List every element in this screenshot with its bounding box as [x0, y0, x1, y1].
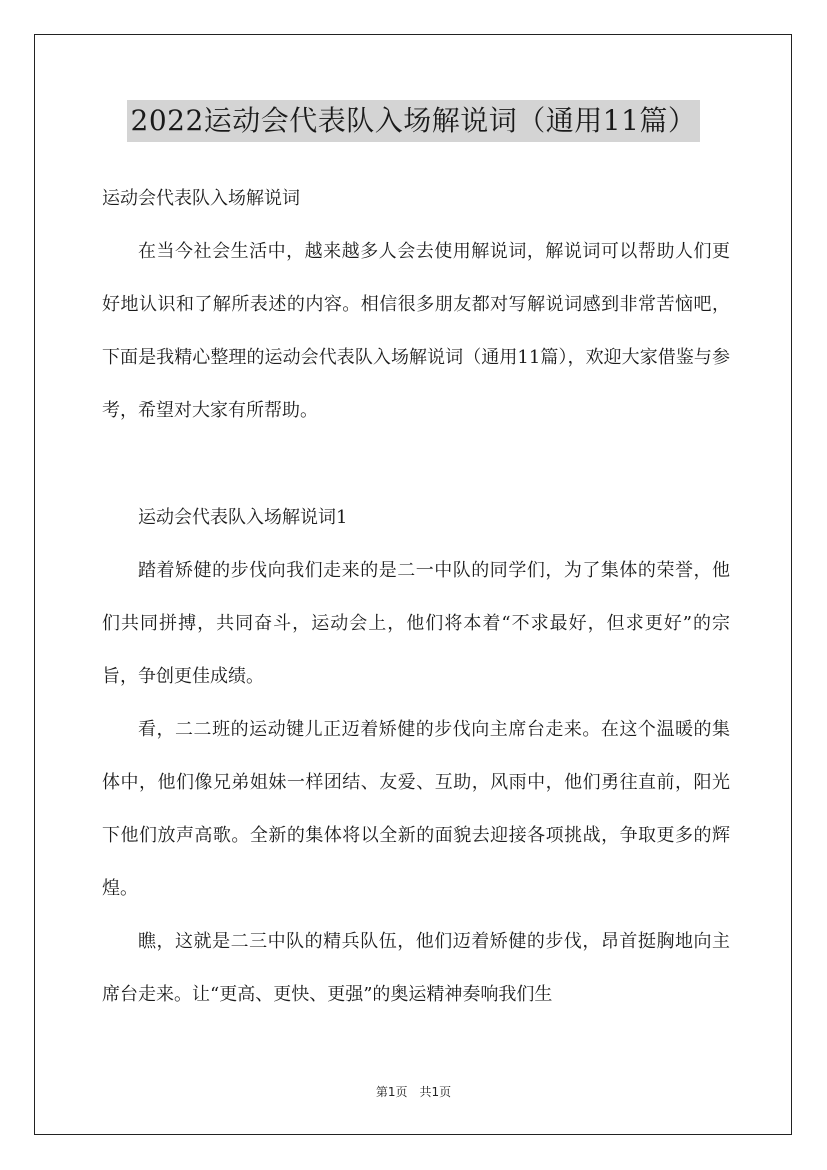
- spacer: [102, 437, 730, 491]
- body-paragraph: 踏着矫健的步伐向我们走来的是二一中队的同学们，为了集体的荣誉，他们共同拼搏，共同奋斗，运动会上，他们将本着“不求最好，但求更好”的宗旨，争创更佳成绩。: [102, 560, 730, 687]
- title-container: [0, 100, 827, 142]
- body-paragraph: 瞧，这就是二三中队的精兵队伍，他们迈着矫健的步伐，昂首挺胸地向主席台走来。让“更高、更快、更强”的奥运精神奏响我们生: [102, 931, 730, 1005]
- page-total: 共1页: [419, 1085, 452, 1099]
- section-heading: 运动会代表队入场解说词1: [138, 507, 348, 528]
- intro-paragraph: 在当今社会生活中，越来越多人会去使用解说词，解说词可以帮助人们更好地认识和了解所表述的内容。相信很多朋友都对写解说词感到非常苦恼吧，下面是我精心整理的运动会代表队入场解说词（通用11篇），欢迎大家借鉴与参考，希望对大家有所帮助。: [102, 241, 730, 421]
- document-body: [102, 172, 730, 1021]
- body-paragraph: 看，二二班的运动键儿正迈着矫健的步伐向主席台走来。在这个温暖的集体中，他们像兄弟姐妹一样团结、友爱、互助，风雨中，他们勇往直前，阳光下他们放声高歌。全新的集体将以全新的面貌去迎接各项挑战，争取更多的辉煌。: [102, 719, 730, 899]
- page-footer: [0, 1083, 827, 1100]
- document-title: 2022运动会代表队入场解说词（通用11篇）: [127, 100, 701, 142]
- page-number: 第1页: [375, 1085, 408, 1099]
- document-subtitle: 运动会代表队入场解说词: [102, 188, 300, 209]
